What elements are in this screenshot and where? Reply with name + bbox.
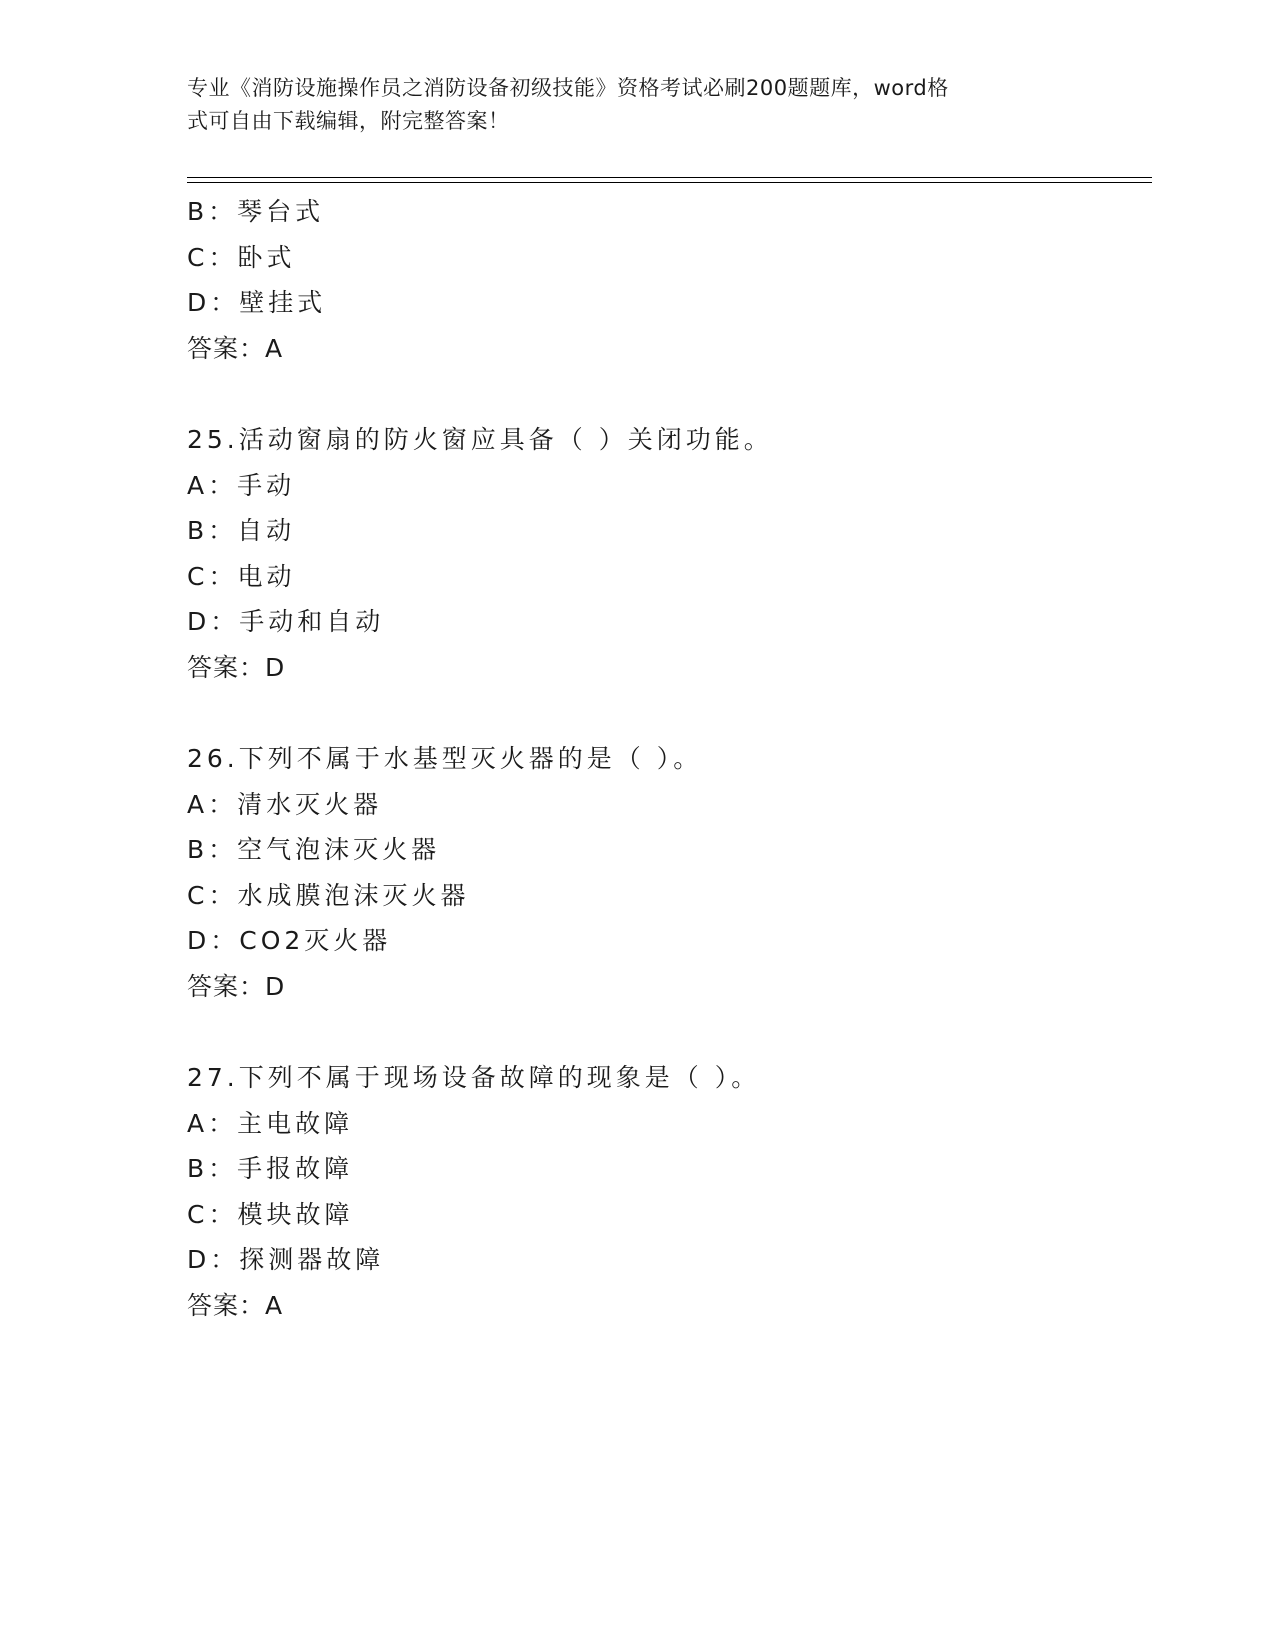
question-content — [187, 189, 1147, 1328]
answer-label: 答案： — [187, 652, 266, 682]
question-spacer — [187, 371, 1147, 417]
option-b: B：空气泡沫灭火器 — [187, 835, 441, 864]
answer-line — [187, 326, 1147, 372]
question-block-27 — [187, 1055, 1147, 1328]
answer-value: A — [265, 333, 283, 363]
question-block-26 — [187, 736, 1147, 1009]
option-c: C：水成膜泡沫灭火器 — [187, 880, 470, 910]
option-c: C：模块故障 — [187, 1199, 354, 1229]
question-spacer — [187, 1009, 1147, 1055]
question-block-25 — [187, 417, 1147, 690]
option-a: A：清水灭火器 — [187, 789, 383, 819]
option-d: D：壁挂式 — [187, 288, 327, 317]
answer-value: A — [265, 1290, 283, 1320]
option-d: D：手动和自动 — [187, 607, 385, 636]
answer-label: 答案： — [187, 971, 266, 1001]
answer-label: 答案： — [187, 333, 266, 363]
option-b: B：手报故障 — [187, 1154, 354, 1183]
answer-value: D — [265, 652, 285, 682]
option-a: A：手动 — [187, 470, 296, 500]
answer-line — [187, 1283, 1147, 1329]
option-b: B：琴台式 — [187, 197, 325, 226]
header-divider-top — [187, 177, 1152, 178]
page-header — [187, 72, 1067, 138]
answer-label: 答案： — [187, 1290, 266, 1320]
header-divider-bottom — [187, 182, 1152, 183]
question-spacer — [187, 690, 1147, 736]
answer-line — [187, 964, 1147, 1010]
question-block-continued — [187, 189, 1147, 371]
question-stem: 27.下列不属于现场设备故障的现象是（ ）。 — [187, 1063, 761, 1092]
option-c: C：卧式 — [187, 242, 296, 272]
question-stem: 25.活动窗扇的防火窗应具备（ ）关闭功能。 — [187, 425, 773, 454]
option-a: A：主电故障 — [187, 1108, 354, 1138]
header-line-2: 式可自由下载编辑，附完整答案！ — [187, 109, 510, 133]
answer-value: D — [265, 971, 285, 1001]
question-stem: 26.下列不属于水基型灭火器的是（ ）。 — [187, 744, 703, 773]
option-c: C：电动 — [187, 561, 296, 591]
answer-line — [187, 645, 1147, 691]
header-line-1: 专业《消防设施操作员之消防设备初级技能》资格考试必刷200题题库，word格 — [187, 76, 949, 100]
option-d: D：CO2灭火器 — [187, 926, 392, 955]
option-d: D：探测器故障 — [187, 1245, 385, 1274]
option-b: B：自动 — [187, 516, 296, 545]
